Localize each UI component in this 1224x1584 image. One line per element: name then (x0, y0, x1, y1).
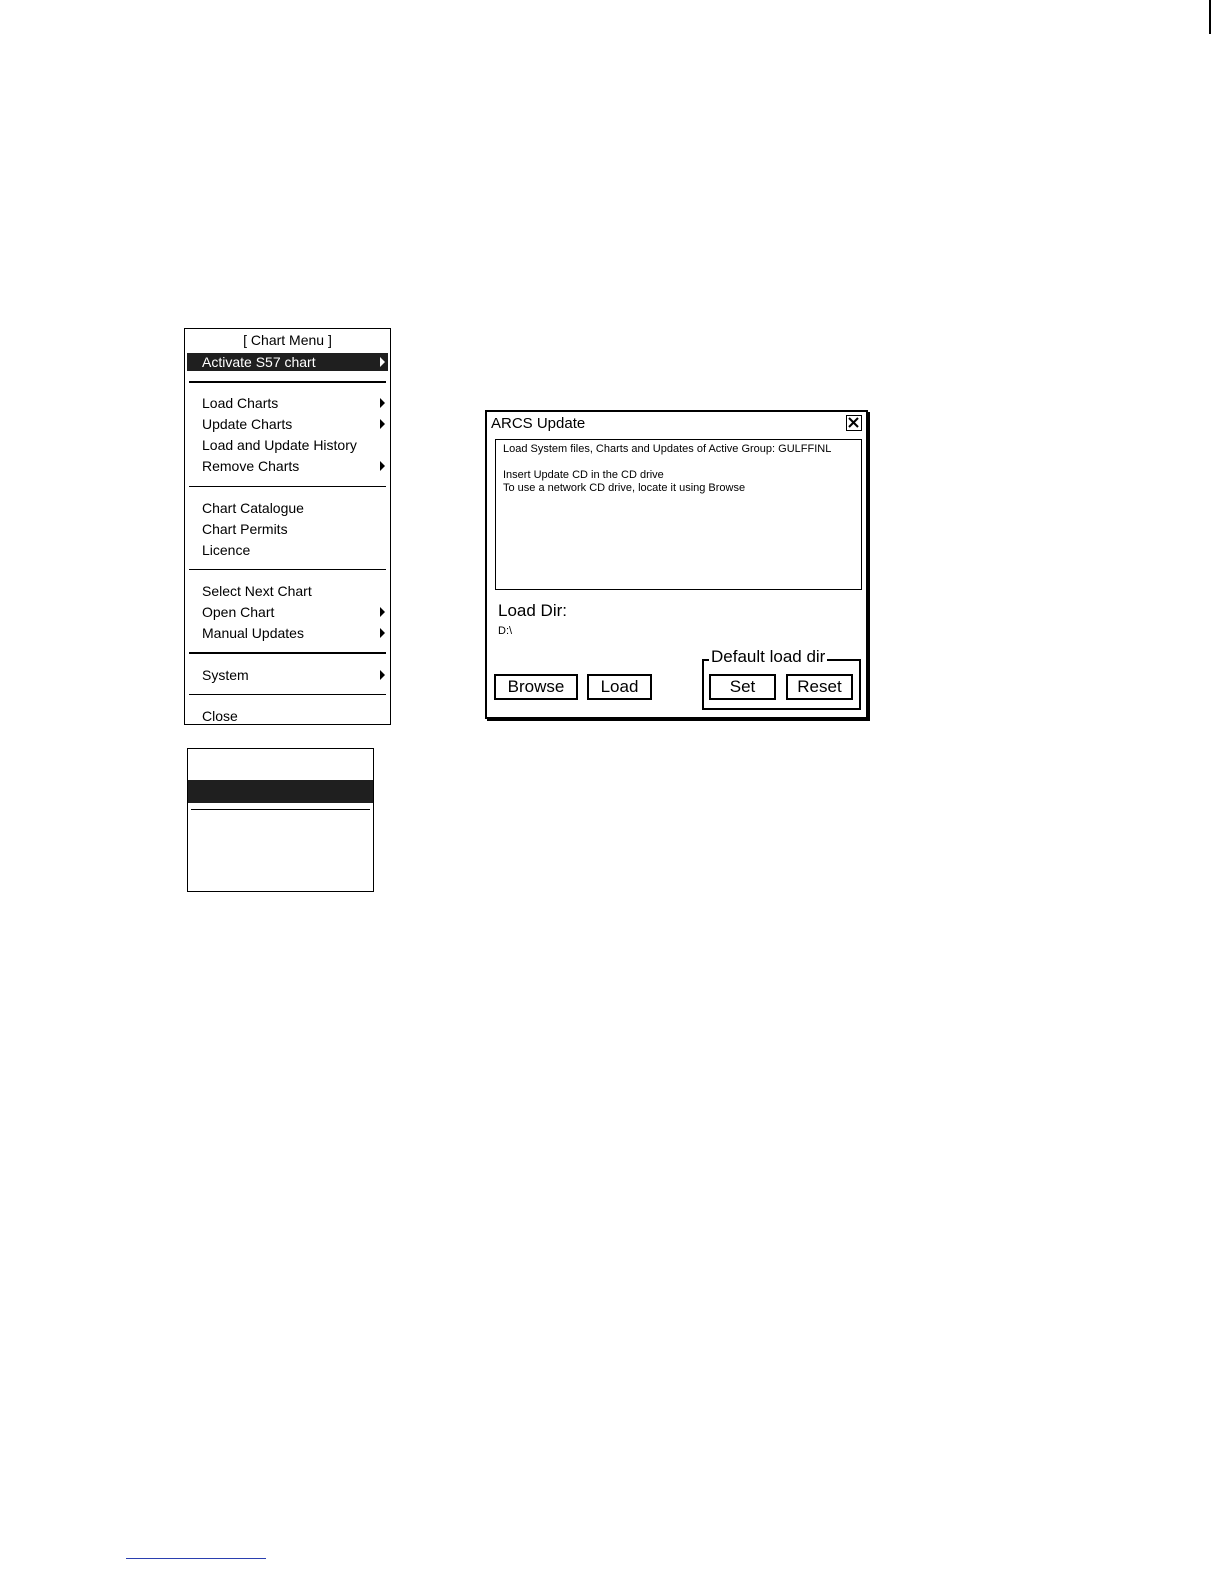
menu-item-system[interactable] (187, 666, 388, 684)
menu-item-close[interactable] (187, 707, 388, 725)
menu-item-label: Remove Charts (202, 458, 300, 474)
menu-item-manual-updates[interactable] (187, 624, 388, 642)
load-button[interactable]: Load (587, 674, 652, 700)
reset-button[interactable]: Reset (786, 674, 853, 700)
menu-item-label: System (202, 667, 249, 683)
footer-rule (126, 1558, 266, 1559)
submenu-arrow-icon (380, 607, 385, 617)
menu-item-label: Load Charts (202, 395, 279, 411)
menu-item-load-charts[interactable] (187, 394, 388, 412)
menu-separator (189, 486, 386, 487)
menu-item-label: Select Next Chart (202, 583, 312, 599)
menu-item-label: Chart Permits (202, 521, 288, 537)
default-load-dir-group (702, 647, 861, 710)
menu-item-select-next-chart[interactable] (187, 582, 388, 600)
message-box (495, 439, 862, 590)
chart-menu (184, 328, 391, 725)
message-line: Load System files, Charts and Updates of Active Group: GULFFINL (503, 443, 832, 455)
menu-item-chart-permits[interactable] (187, 520, 388, 538)
submenu-arrow-icon (380, 398, 385, 408)
selected-menu-bar[interactable] (188, 780, 373, 803)
default-load-dir-label: Default load dir (711, 647, 826, 666)
page-edge-rule (1209, 0, 1211, 34)
menu-separator (189, 652, 386, 654)
browse-button[interactable]: Browse (494, 674, 578, 700)
menu-item-load-and-update-history[interactable] (187, 436, 388, 454)
menu-item-label: Manual Updates (202, 625, 304, 641)
submenu-arrow-icon (380, 628, 385, 638)
menu-item-label: Load and Update History (202, 437, 357, 453)
set-button[interactable]: Set (709, 674, 776, 700)
menu-item-label: Open Chart (202, 604, 275, 620)
submenu-arrow-icon (380, 419, 385, 429)
empty-menu-box (187, 748, 374, 892)
menu-item-activate-s57-chart[interactable] (187, 353, 388, 371)
submenu-arrow-icon (380, 357, 385, 367)
menu-item-update-charts[interactable] (187, 415, 388, 433)
menu-item-label: Update Charts (202, 416, 293, 432)
message-line: To use a network CD drive, locate it using Browse (503, 482, 746, 494)
menu-item-label: Close (202, 708, 238, 724)
menu-separator (189, 381, 386, 383)
menu-item-remove-charts[interactable] (187, 457, 388, 475)
menu-item-label: Licence (202, 542, 251, 558)
submenu-arrow-icon (380, 670, 385, 680)
menu-item-label: Chart Catalogue (202, 500, 304, 516)
arcs-update-dialog (485, 410, 868, 719)
menu-separator (189, 694, 386, 695)
menu-separator (191, 809, 370, 810)
close-x-icon (848, 417, 859, 428)
close-button[interactable] (846, 415, 862, 431)
menu-item-open-chart[interactable] (187, 603, 388, 621)
message-line: Insert Update CD in the CD drive (503, 469, 664, 481)
menu-separator (189, 569, 386, 570)
chart-menu-title: [ Chart Menu ] (243, 332, 332, 348)
menu-item-label: Activate S57 chart (202, 354, 316, 370)
menu-item-licence[interactable] (187, 541, 388, 559)
load-dir-label: Load Dir: (498, 601, 567, 620)
dialog-title: ARCS Update (491, 415, 586, 432)
menu-item-chart-catalogue[interactable] (187, 499, 388, 517)
load-dir-value: D:\ (498, 625, 513, 637)
submenu-arrow-icon (380, 461, 385, 471)
